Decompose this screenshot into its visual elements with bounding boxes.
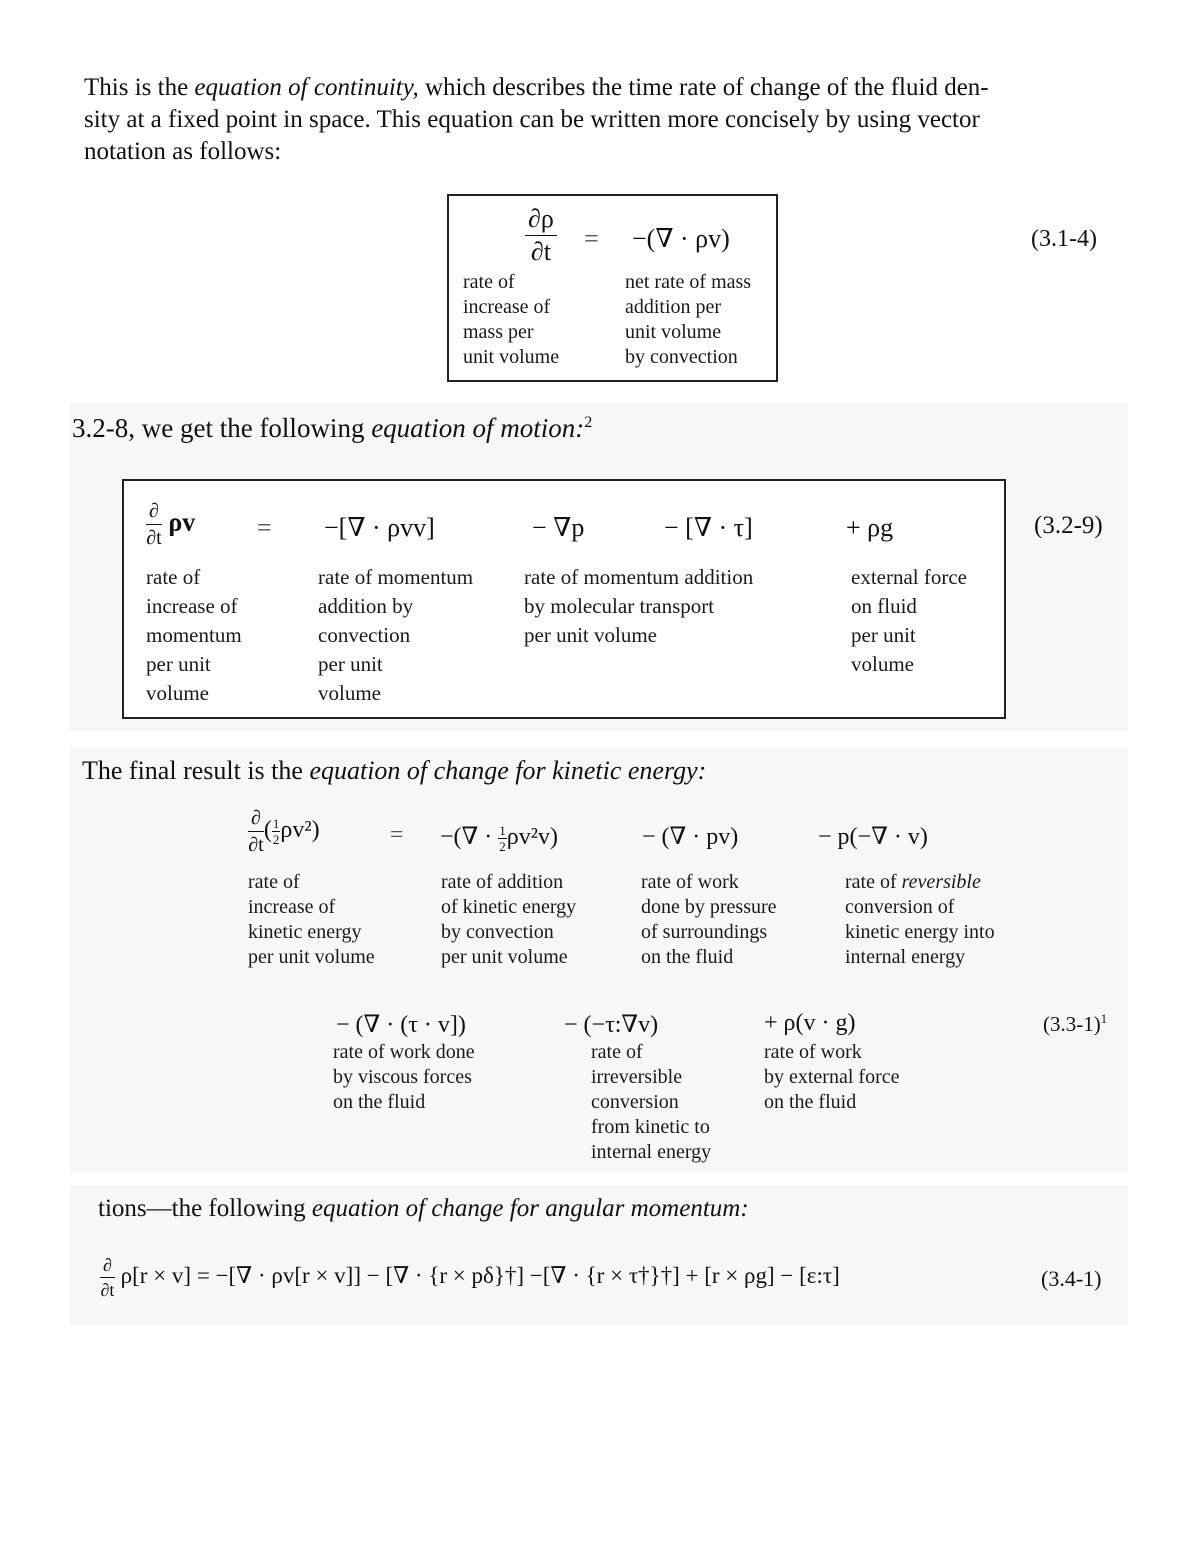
energy-heading <box>82 754 706 788</box>
description-line: by convection <box>625 346 738 368</box>
energy-pressure-work-term: − (∇ · pv) <box>642 824 739 850</box>
intro-text: This is the <box>84 74 195 101</box>
energy-lhs-description <box>248 870 375 970</box>
energy-pressure-description <box>641 870 777 970</box>
energy-lhs-symbol: ρv²) <box>280 817 320 844</box>
equation-number-3-4-1: (3.4-1) <box>1041 1266 1102 1291</box>
continuity-equation-box <box>447 194 778 382</box>
open-paren: ( <box>263 817 272 844</box>
motion-derivative <box>146 501 162 548</box>
motion-pressure-term: − ∇p <box>532 513 585 542</box>
description-line: conversion of <box>845 896 955 918</box>
description-line: unit volume <box>625 321 722 343</box>
description-line: momentum <box>146 623 242 647</box>
motion-equation-box <box>122 479 1006 719</box>
heading-term: equation of change for kinetic energy: <box>309 756 707 785</box>
equation-number-3-3-1 <box>1043 1012 1107 1037</box>
description-line: mass per <box>463 321 534 343</box>
equation-number-3-2-9: (3.2-9) <box>1034 512 1103 539</box>
description-line: rate of work <box>764 1041 862 1063</box>
motion-lhs-description <box>146 563 242 708</box>
description-line: increase of <box>463 296 551 318</box>
motion-convection-description <box>318 563 473 708</box>
description-line: convection <box>318 623 411 647</box>
energy-viscous-work-term: − (∇ · (τ · v]) <box>336 1012 466 1038</box>
heading-text: tions—the following <box>98 1195 312 1222</box>
intro-line-3: notation as follows: <box>84 138 282 165</box>
fraction-denominator: ∂t <box>530 237 551 266</box>
heading-term: equation of motion: <box>371 413 585 443</box>
angular-derivative <box>100 1256 115 1299</box>
description-line: addition per <box>625 296 722 318</box>
description-line: done by pressure <box>641 896 777 918</box>
continuity-rhs-description <box>625 270 751 370</box>
description-line: per unit <box>146 652 211 676</box>
description-line: rate of <box>591 1041 643 1063</box>
continuity-rhs: −(∇ · ρv) <box>632 224 730 253</box>
equals-sign: = <box>584 224 599 253</box>
description-line: per unit <box>851 623 916 647</box>
intro-term: equation of continuity, <box>194 74 419 101</box>
description-line: rate of <box>146 565 201 589</box>
motion-viscous-term: − [∇ · τ] <box>664 513 753 542</box>
description-line: on the fluid <box>333 1091 426 1113</box>
description-line: volume <box>146 681 209 705</box>
fraction-denominator: ∂t <box>248 834 264 856</box>
fraction-denominator: ∂t <box>146 527 162 549</box>
motion-lhs-symbol: ρv <box>168 507 196 537</box>
fraction-numerator: 1 <box>499 822 506 838</box>
description-line: net rate of mass <box>625 271 752 293</box>
description-line: irreversible <box>591 1066 683 1088</box>
fraction-numerator: 1 <box>272 816 280 831</box>
motion-external-description <box>851 563 967 679</box>
description-line: from kinetic to <box>591 1116 710 1138</box>
description-line: on the fluid <box>764 1091 857 1113</box>
description-line: rate of momentum addition <box>524 565 754 589</box>
angular-equation <box>100 1256 840 1299</box>
continuity-derivative <box>525 206 557 265</box>
heading-term: equation of change for angular momentum: <box>311 1195 749 1222</box>
energy-convection-description <box>441 870 576 970</box>
intro-paragraph <box>84 72 1124 168</box>
description-line: rate of work <box>641 871 739 893</box>
description-line: by convection <box>441 921 554 943</box>
motion-lhs <box>146 501 195 548</box>
footnote-marker: 2 <box>584 413 593 431</box>
description-line: per unit volume <box>248 946 375 968</box>
fraction-numerator: ∂ <box>100 1256 115 1278</box>
term-text: ρv²v) <box>506 824 558 850</box>
description-line: of kinetic energy <box>441 896 577 918</box>
equation-number-3-1-4: (3.1-4) <box>1031 226 1097 252</box>
description-emphasis: reversible <box>901 871 981 893</box>
description-line: by molecular transport <box>524 594 715 618</box>
one-half-fraction <box>498 824 507 853</box>
description-line: rate of <box>463 271 515 293</box>
description-line: volume <box>318 681 381 705</box>
description-line: unit volume <box>463 346 560 368</box>
description-line: per unit volume <box>524 623 657 647</box>
description-line <box>845 870 995 895</box>
description-line: rate of <box>248 871 300 893</box>
heading-text: 3.2-8, we get the following <box>72 413 372 443</box>
continuity-lhs <box>525 206 557 265</box>
motion-heading <box>72 405 592 445</box>
description-line: rate of momentum <box>318 565 474 589</box>
energy-lhs <box>248 808 320 855</box>
heading-text: The final result is the <box>82 756 310 785</box>
description-line: of surroundings <box>641 921 768 943</box>
description-line: by viscous forces <box>333 1066 472 1088</box>
angular-heading <box>98 1192 749 1226</box>
equals-sign: = <box>257 513 272 542</box>
continuity-lhs-description <box>463 270 559 370</box>
energy-irreversible-description <box>591 1040 711 1165</box>
description-line: on fluid <box>851 594 917 618</box>
description-line: internal energy <box>591 1141 712 1163</box>
equals-sign: = <box>390 822 404 848</box>
energy-derivative <box>248 808 264 855</box>
motion-molecular-description <box>524 563 753 650</box>
energy-gravity-work-term: + ρ(v · g) <box>764 1010 856 1036</box>
fraction-numerator: ∂ρ <box>525 206 557 236</box>
description-line: internal energy <box>845 946 966 968</box>
description-line: kinetic energy into <box>845 921 995 943</box>
motion-convection-term: −[∇ · ρvv] <box>324 513 435 542</box>
description-line: rate of work done <box>333 1041 475 1063</box>
description-line: increase of <box>248 896 336 918</box>
term-text: −(∇ · <box>440 824 499 850</box>
intro-text: which describes the time rate of change of the fluid den- <box>418 74 989 101</box>
motion-gravity-term: + ρg <box>846 513 894 542</box>
energy-convection-term <box>440 822 558 853</box>
description-line: external force <box>851 565 968 589</box>
fraction-denominator: 2 <box>272 832 280 847</box>
description-line: per unit <box>318 652 383 676</box>
energy-reversible-description <box>845 870 995 970</box>
description-text: rate of <box>845 871 902 893</box>
equation-number-text: (3.3-1) <box>1043 1012 1101 1036</box>
fraction-denominator: ∂t <box>100 1280 115 1300</box>
intro-line-2: sity at a fixed point in space. This equation can be written more concisely by using vector <box>84 106 980 133</box>
description-line: addition by <box>318 594 414 618</box>
description-line: by external force <box>764 1066 900 1088</box>
intro-line-1 <box>84 72 1124 104</box>
angular-equation-body: ρ[r × v] = −[∇ · ρv[r × v]] − [∇ · {r × pδ}†] −[∇ · {r × τ†}†] + [r × ρg] − [ε:τ] <box>120 1262 840 1288</box>
energy-external-description <box>764 1040 899 1115</box>
fraction-numerator: ∂ <box>248 808 264 832</box>
fraction-denominator: 2 <box>499 838 506 854</box>
description-line: volume <box>851 652 914 676</box>
energy-irreversible-term: − (−τ:∇v) <box>564 1012 659 1038</box>
description-line: rate of addition <box>441 871 564 893</box>
description-line: increase of <box>146 594 238 618</box>
energy-reversible-term: − p(−∇ · v) <box>818 824 928 850</box>
footnote-marker: 1 <box>1100 1012 1108 1026</box>
description-line: per unit volume <box>441 946 568 968</box>
description-line: kinetic energy <box>248 921 362 943</box>
description-line: on the fluid <box>641 946 734 968</box>
energy-viscous-description <box>333 1040 475 1115</box>
fraction-numerator: ∂ <box>146 501 162 525</box>
description-line: conversion <box>591 1091 679 1113</box>
